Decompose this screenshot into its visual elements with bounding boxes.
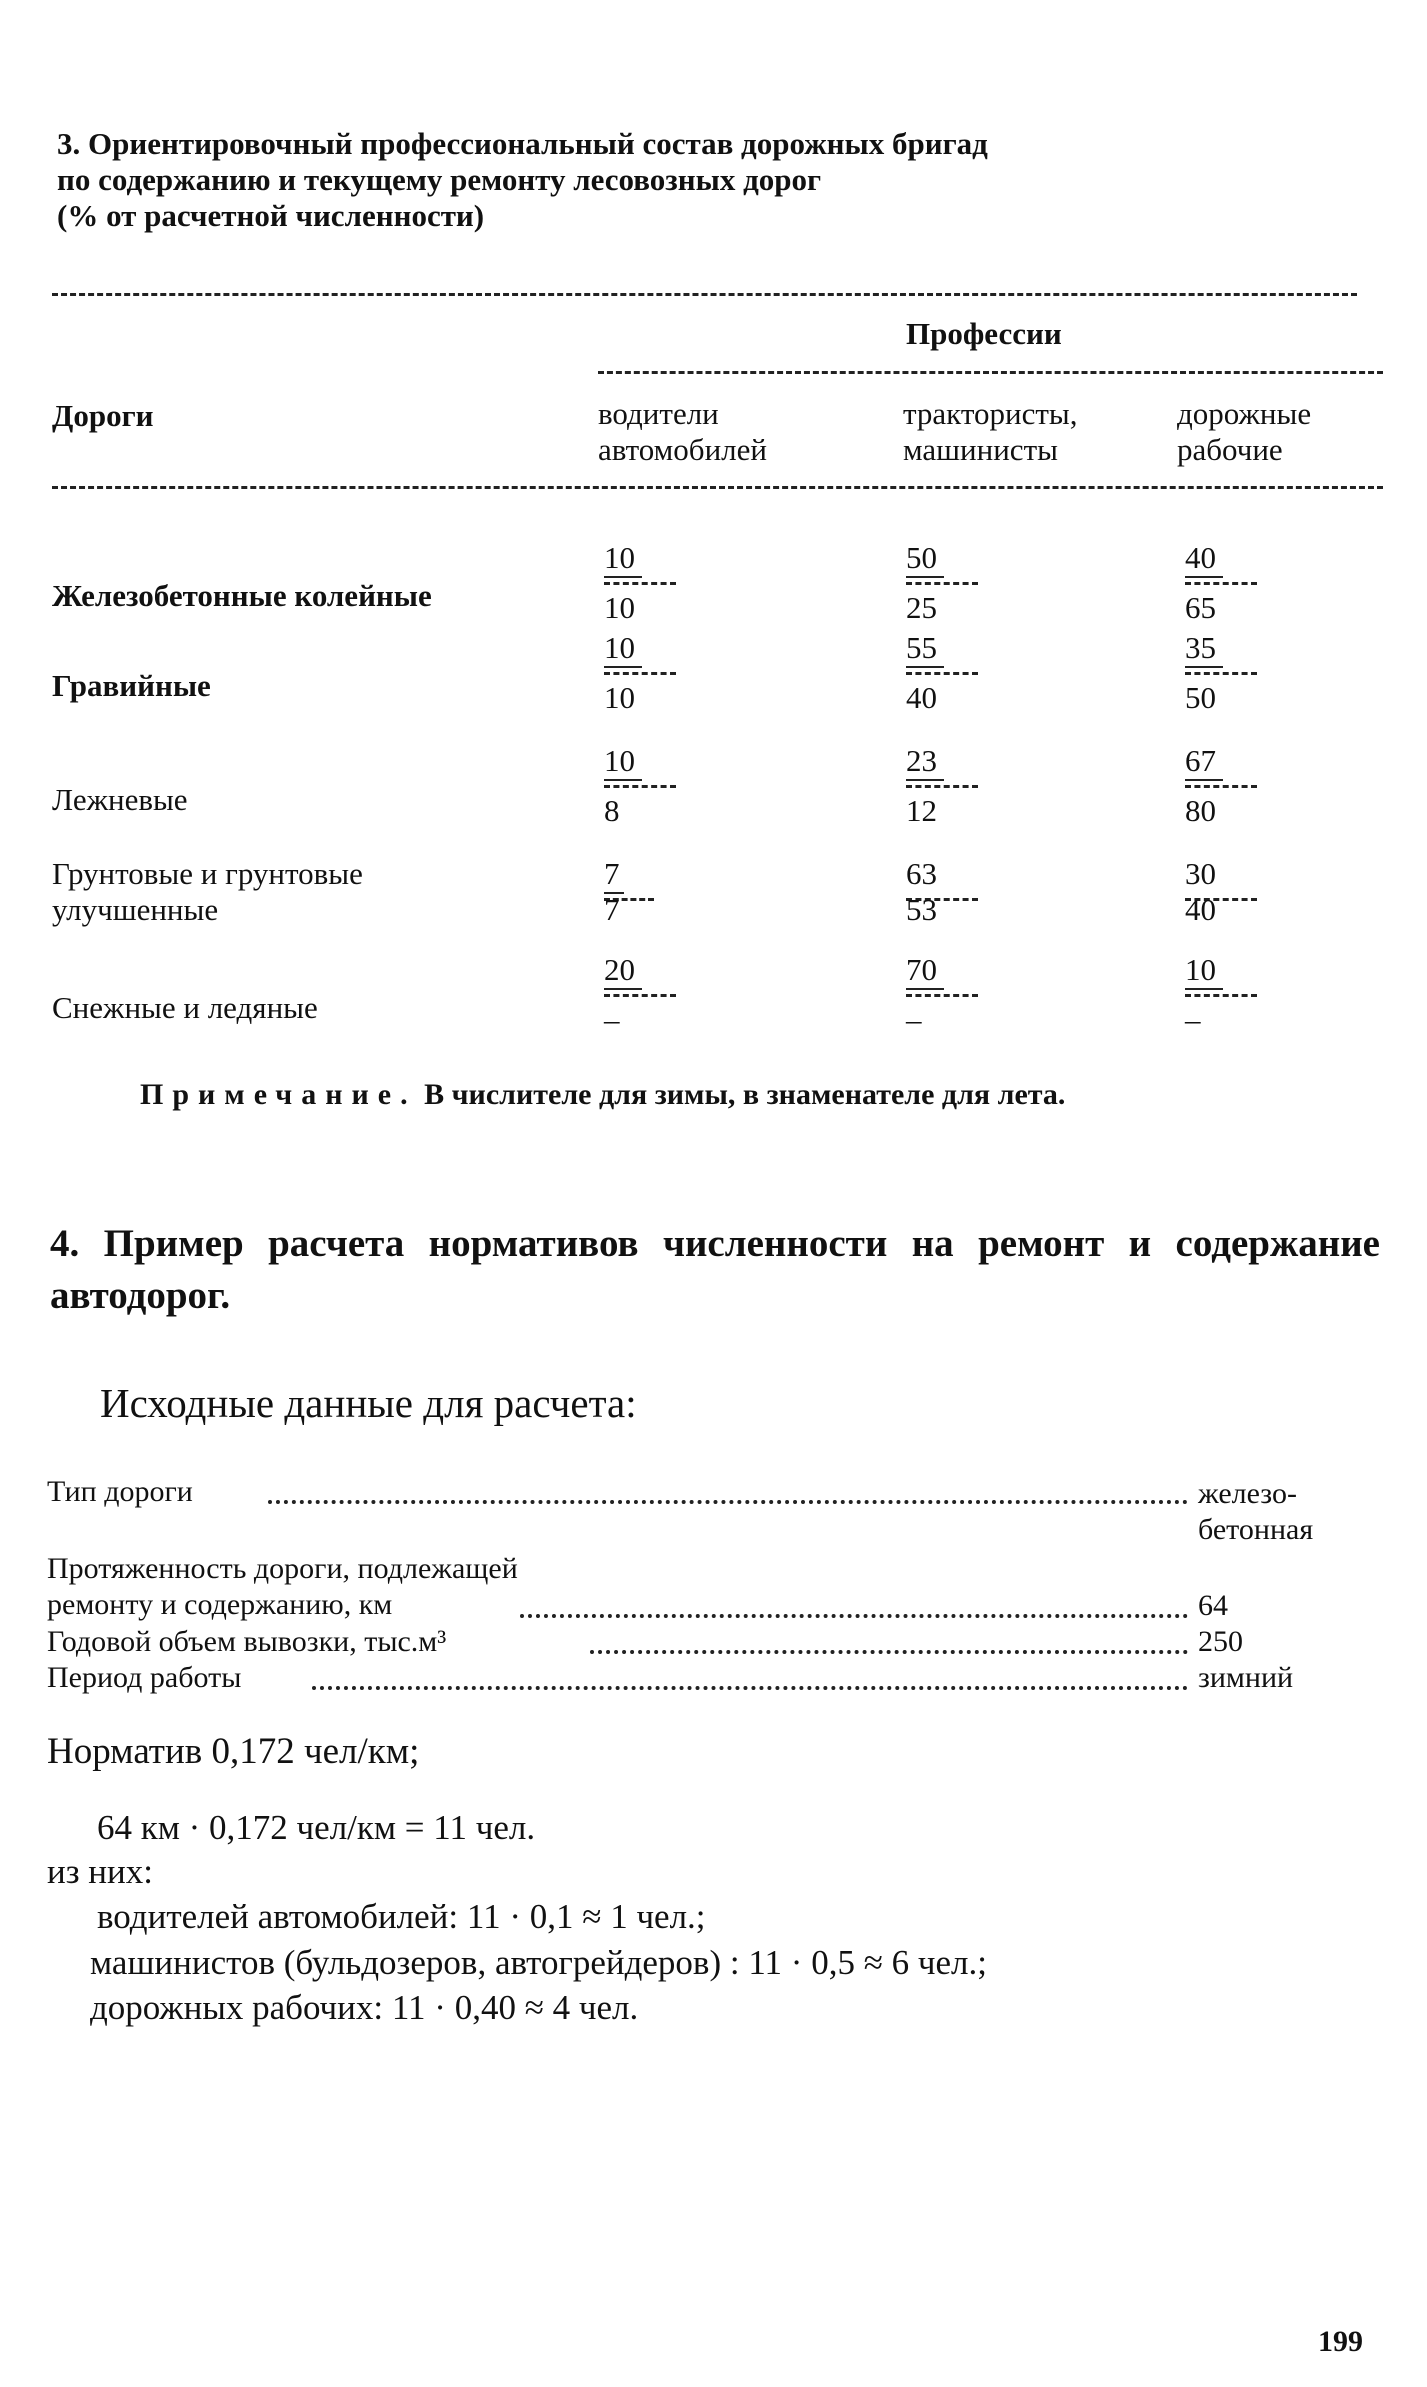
value-fraction: 67 80 xyxy=(1185,743,1275,833)
calc-main-line: 64 км · 0,172 чел/км = 11 чел. xyxy=(97,1808,536,1847)
professions-rule xyxy=(598,371,1383,374)
header-bottom-rule xyxy=(52,486,1383,489)
road-type-value: железо- бетонная xyxy=(1198,1477,1314,1546)
page-number: 199 xyxy=(1318,2325,1363,2358)
road-name: Лежневые xyxy=(52,782,188,817)
professions-header: Профессии xyxy=(906,316,1062,351)
road-column-header: Дороги xyxy=(52,398,154,433)
value-fraction: 50 25 xyxy=(906,540,996,630)
value-fraction: 30 40 xyxy=(1185,856,1275,946)
column-header-workers: дорожные рабочие xyxy=(1177,396,1312,467)
volume-value: 250 xyxy=(1198,1625,1243,1658)
length-label: Протяженность дороги, подлежащей ремонту и содержанию, км xyxy=(47,1552,518,1621)
value-fraction: 35 50 xyxy=(1185,630,1275,720)
input-data-heading: Исходные данные для расчета: xyxy=(100,1380,637,1426)
table-title-line: 3. Ориентировочный профессиональный состав дорожных бригад xyxy=(57,126,988,161)
column-header-machinists: трактористы, машинисты xyxy=(903,396,1078,467)
road-type-label: Тип дороги xyxy=(47,1475,193,1508)
table-title-line: (% от расчетной численности) xyxy=(57,198,485,233)
calc-of-them: из них: xyxy=(47,1852,153,1891)
leader-dots xyxy=(520,1614,1188,1618)
table-top-rule xyxy=(52,293,1357,296)
volume-label: Годовой объем вывозки, тыс.м³ xyxy=(47,1625,447,1658)
leader-dots xyxy=(312,1686,1188,1690)
value-fraction: 70 – xyxy=(906,952,996,1042)
value-fraction: 55 40 xyxy=(906,630,996,720)
column-header-drivers: водители автомобилей xyxy=(598,396,767,467)
leader-dots xyxy=(268,1500,1188,1504)
norm-line: Норматив 0,172 чел/км; xyxy=(47,1731,420,1772)
road-name: Грунтовые и грунтовые улучшенные xyxy=(52,856,363,927)
period-value: зимний xyxy=(1198,1661,1294,1694)
value-fraction: 10 8 xyxy=(604,743,694,833)
value-fraction: 20 – xyxy=(604,952,694,1042)
table-note xyxy=(140,1077,1065,1113)
value-fraction: 10 10 xyxy=(604,630,694,720)
road-name: Снежные и ледяные xyxy=(52,990,318,1025)
calc-workers: дорожных рабочих: 11 · 0,40 ≈ 4 чел. xyxy=(90,1988,639,2027)
length-value: 64 xyxy=(1198,1589,1228,1622)
value-fraction: 63 53 xyxy=(906,856,996,946)
value-fraction: 10 10 xyxy=(604,540,694,630)
calc-machinists: машинистов (бульдозеров, автогрейдеров) : 11 · 0,5 ≈ 6 чел.; xyxy=(90,1943,987,1982)
road-name: Гравийные xyxy=(52,668,211,703)
section-heading: 4. Пример расчета нормативов численности на ремонт и содержание автодорог. xyxy=(50,1222,1380,1317)
period-label: Период работы xyxy=(47,1661,242,1694)
note-text: В числителе для зимы, в знаменателе для лета. xyxy=(424,1078,1066,1111)
value-fraction: 10 – xyxy=(1185,952,1275,1042)
calc-drivers: водителей автомобилей: 11 · 0,1 ≈ 1 чел.; xyxy=(97,1897,706,1936)
road-name: Железобетонные колейные xyxy=(52,578,432,613)
value-fraction: 23 12 xyxy=(906,743,996,833)
leader-dots xyxy=(590,1650,1188,1654)
value-fraction: 7 7 xyxy=(604,856,694,946)
note-label: Примечание. xyxy=(140,1078,417,1111)
value-fraction: 40 65 xyxy=(1185,540,1275,630)
table-title xyxy=(57,126,1117,234)
table-title-line: по содержанию и текущему ремонту лесовозных дорог xyxy=(57,162,822,197)
